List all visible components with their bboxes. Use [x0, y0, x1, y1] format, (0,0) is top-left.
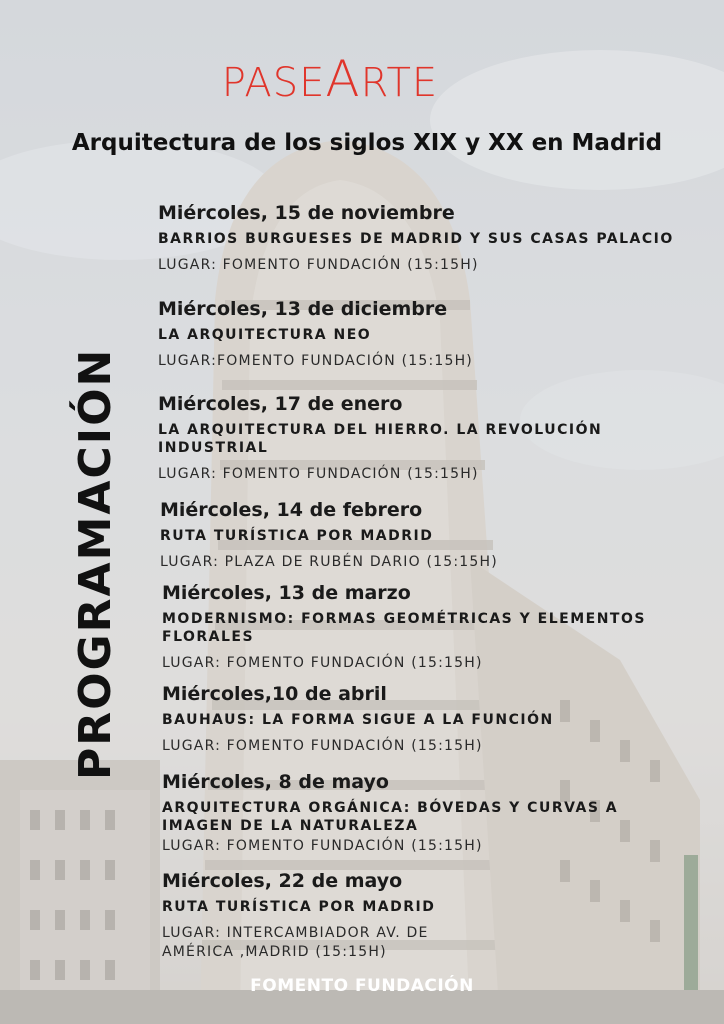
event-place: LUGAR: INTERCAMBIADOR AV. DE AMÉRICA ,MADRID (15:15H) — [162, 925, 429, 960]
event-item — [158, 298, 698, 371]
event-place: LUGAR: FOMENTO FUNDACIÓN (15:15H) — [162, 838, 483, 854]
event-date: Miércoles, 14 de febrero — [160, 499, 423, 521]
vertical-heading: PROGRAMACIÓN — [70, 347, 121, 780]
event-topic: LA ARQUITECTURA NEO — [158, 327, 372, 343]
event-item — [162, 870, 492, 962]
event-item — [158, 202, 698, 275]
event-place: LUGAR:FOMENTO FUNDACIÓN (15:15H) — [158, 353, 473, 369]
event-date: Miércoles, 13 de marzo — [162, 582, 411, 604]
event-item — [162, 683, 702, 756]
event-place: LUGAR: FOMENTO FUNDACIÓN (15:15H) — [158, 257, 479, 273]
event-item — [158, 393, 628, 484]
brand-part-2: A — [325, 50, 361, 108]
event-item — [162, 771, 642, 856]
event-date: Miércoles,10 de abril — [162, 683, 387, 705]
event-place: LUGAR: PLAZA DE RUBÉN DARIO (15:15H) — [160, 554, 498, 570]
event-item — [160, 499, 700, 572]
event-date: Miércoles, 15 de noviembre — [158, 202, 455, 224]
event-topic: RUTA TURÍSTICA POR MADRID — [162, 899, 436, 915]
event-date: Miércoles, 17 de enero — [158, 393, 403, 415]
event-place: LUGAR: FOMENTO FUNDACIÓN (15:15H) — [162, 738, 483, 754]
footer-organizer: FOMENTO FUNDACIÓN — [250, 976, 474, 996]
brand-part-3: RTE — [360, 60, 439, 106]
brand-part-1: PASE — [221, 60, 326, 106]
event-topic: RUTA TURÍSTICA POR MADRID — [160, 528, 434, 544]
page-subtitle: Arquitectura de los siglos XIX y XX en Madrid — [71, 130, 663, 156]
event-date: Miércoles, 22 de mayo — [162, 870, 403, 892]
event-item — [162, 582, 662, 673]
event-place: LUGAR: FOMENTO FUNDACIÓN (15:15H) — [162, 655, 483, 671]
event-date: Miércoles, 8 de mayo — [162, 771, 389, 793]
event-topic: MODERNISMO: FORMAS GEOMÉTRICAS Y ELEMENTOS FLORALES — [162, 611, 646, 645]
event-topic: BARRIOS BURGUESES DE MADRID Y SUS CASAS PALACIO — [158, 231, 674, 247]
brand-title — [0, 50, 660, 108]
event-date: Miércoles, 13 de diciembre — [158, 298, 448, 320]
event-topic: BAUHAUS: LA FORMA SIGUE A LA FUNCIÓN — [162, 712, 554, 728]
event-topic: ARQUITECTURA ORGÁNICA: BÓVEDAS Y CURVAS A IMAGEN DE LA NATURALEZA — [162, 800, 619, 834]
event-place: LUGAR: FOMENTO FUNDACIÓN (15:15H) — [158, 466, 479, 482]
event-topic: LA ARQUITECTURA DEL HIERRO. LA REVOLUCIÓN INDUSTRIAL — [158, 422, 603, 456]
